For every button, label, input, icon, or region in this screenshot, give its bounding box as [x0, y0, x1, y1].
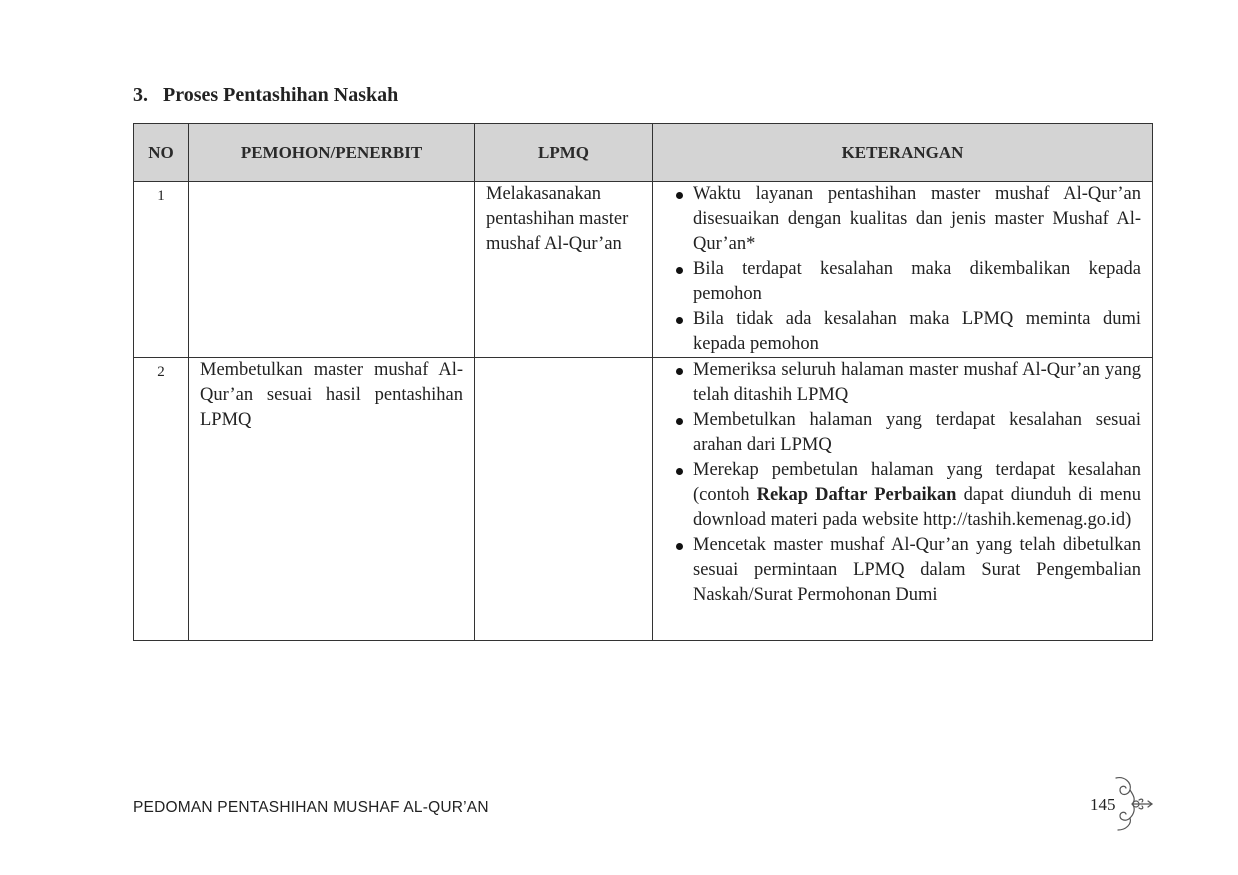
floral-ornament-icon [1106, 774, 1154, 834]
header-keterangan: KETERANGAN [653, 124, 1153, 182]
keterangan-list [664, 358, 1141, 608]
page-number: 145 [1090, 795, 1116, 814]
section-heading [133, 84, 398, 107]
row-number: 1 [134, 182, 189, 358]
header-no: NO [134, 124, 189, 182]
header-lpmq: LPMQ [475, 124, 653, 182]
list-item: Bila tidak ada kesalahan maka LPMQ meminta dumi kepada pemohon [664, 307, 1141, 357]
keterangan-cell [653, 358, 1153, 641]
section-title: Proses Pentashihan Naskah [163, 84, 399, 106]
list-item: Bila terdapat kesalahan maka dikembalikan kepada pemohon [664, 257, 1141, 307]
footer-book-title: PEDOMAN PENTASHIHAN MUSHAF AL-QUR’AN [133, 799, 489, 816]
table-row [134, 358, 1153, 641]
lpmq-cell [475, 182, 653, 358]
process-table [133, 123, 1153, 641]
lpmq-cell [475, 358, 653, 641]
keterangan-cell [653, 182, 1153, 358]
list-item: Waktu layanan pentashihan master mushaf Al-Qur’an disesuaikan dengan kualitas dan jenis master Mushaf Al-Qur’an* [664, 182, 1141, 257]
table-row [134, 182, 1153, 358]
list-item: Mencetak master mushaf Al-Qur’an yang telah dibetulkan sesuai permintaan LPMQ dalam Surat Pengembalian Naskah/Surat Permohonan Dumi [664, 533, 1141, 608]
list-item-text-after: dapat diunduh di menu download materi pada website http://tashih.kemenag.go.id) [693, 485, 1142, 530]
pemohon-cell: Membetulkan master mushaf Al-Qur’an sesuai hasil pentashihan LPMQ [189, 358, 475, 641]
row-number: 2 [134, 358, 189, 641]
list-item-bold-text: Rekap Daftar Perbaikan [756, 485, 957, 505]
list-item: Memeriksa seluruh halaman master mushaf Al-Qur’an yang telah ditashih LPMQ [664, 358, 1141, 408]
list-item [664, 458, 1141, 533]
table-header-row [134, 124, 1153, 182]
list-item: Membetulkan halaman yang terdapat kesalahan sesuai arahan dari LPMQ [664, 408, 1141, 458]
header-pemohon: PEMOHON/PENERBIT [189, 124, 475, 182]
list-item-text-before: Merekap pembetulan halaman yang terdapat kesalahan (contoh [693, 460, 1141, 505]
section-number: 3. [133, 84, 148, 106]
pemohon-cell [189, 182, 475, 358]
keterangan-list [664, 182, 1141, 357]
lpmq-text: Melakasanakan pentashihan master mushaf Al-Qur’an [486, 184, 629, 254]
